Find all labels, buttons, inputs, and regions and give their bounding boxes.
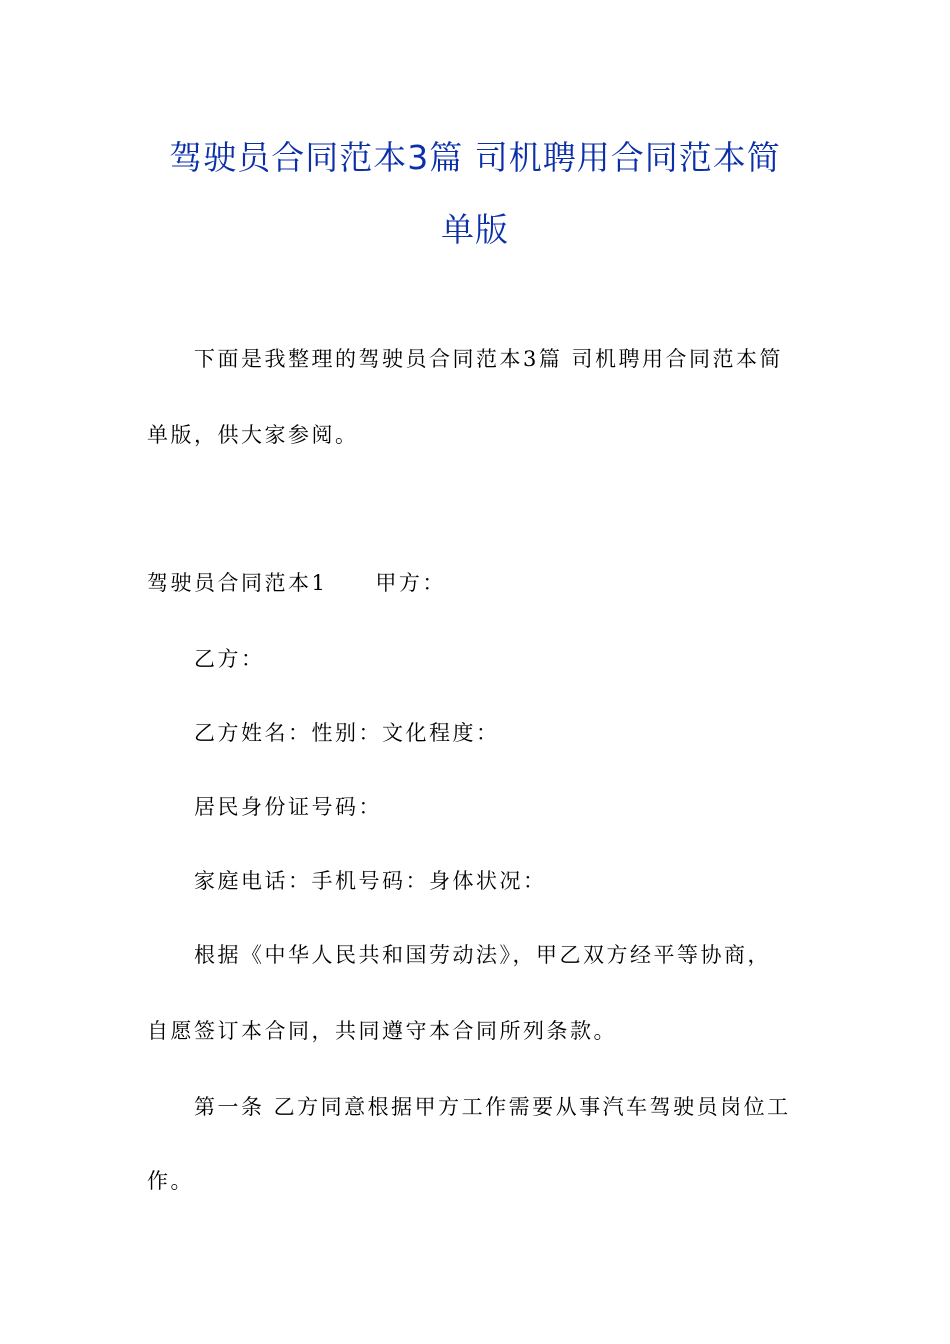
party-b-label: 乙方： <box>194 647 265 671</box>
party-a-label: 甲方： <box>375 571 446 595</box>
phone-health-line: 家庭电话：手机号码：身体状况： <box>194 869 547 893</box>
intro-paragraph-line-2: 单版，供大家参阅。 <box>147 423 359 447</box>
intro-paragraph-line-1: 下面是我整理的驾驶员合同范本3篇 司机聘用合同范本简 <box>194 347 784 371</box>
id-number-line: 居民身份证号码： <box>194 795 382 819</box>
article-1-line-1: 第一条 乙方同意根据甲方工作需要从事汽车驾驶员岗位工 <box>194 1095 791 1119</box>
section-heading-row <box>147 568 827 598</box>
basis-paragraph-line-2: 自愿签订本合同，共同遵守本合同所列条款。 <box>147 1019 617 1043</box>
section-1-heading: 驾驶员合同范本1 <box>147 571 328 595</box>
document-title-line-2: 单版 <box>441 210 509 249</box>
party-b-info-line: 乙方姓名：性别：文化程度： <box>194 721 500 745</box>
article-1-line-2: 作。 <box>147 1169 194 1193</box>
basis-paragraph-line-1: 根据《中华人民共和国劳动法》，甲乙双方经平等协商， <box>194 943 771 967</box>
document-title-line-1: 驾驶员合同范本3篇 司机聘用合同范本简 <box>169 138 781 177</box>
